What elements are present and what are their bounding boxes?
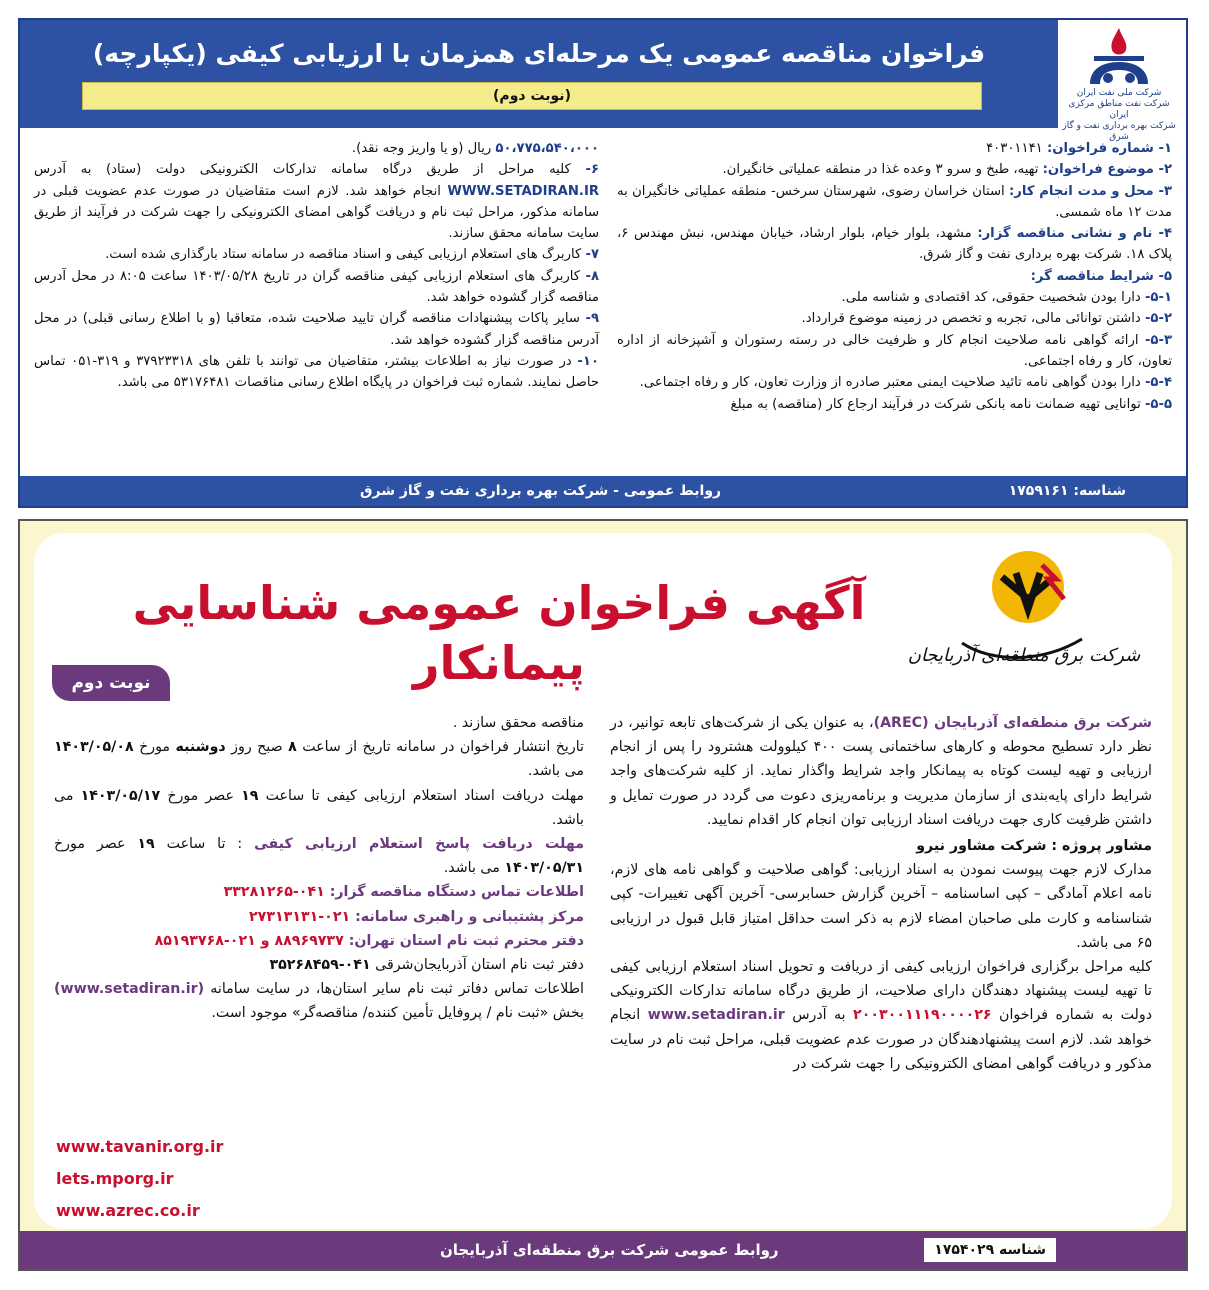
power-tower-logo-icon xyxy=(907,543,1141,693)
contact-line: دفتر محترم ثبت نام استان تهران: ۸۸۹۶۹۷۳۷ و ۰۲۱-۸۵۱۹۳۷۶۸ xyxy=(154,932,584,949)
notice-item: ۱۰- در صورت نیاز به اطلاعات بیشتر، متقاضیان می توانند با تلفن های ۳۷۹۲۳۳۱۸ و ۳۱۹-۰۵۱ تماس حاصل نمایند. شماره ثبت فراخوان در پایگاه اطلاع رسانی مناقصات ۵۳۱۷۶۴۸۱ می باشد. xyxy=(34,353,599,391)
notice-footer xyxy=(20,476,1186,506)
intro-paragraph: شرکت برق منطقه‌ای آذربایجان (AREC)، به عنوان یکی از شرکت‌های تابعه توانیر، در نظر دارد تسطیح محوطه و کارهای ساختمانی پست ۴۰۰ کیلوولت هشترود را پس از انجام ارزیابی و تهیه لیست کوتاه به پیمانکار واجد شرایط واگذار نماید. از کلیه شرکت‌های واجد شرایط دارای پایه‌بندی از سازمان مدیریت و برنامه‌ریزی دعوت می گردد در صورت تمایل و داشتن ظرفیت کاری جهت دریافت اسناد ارزیابی توان انجام کار اقدام نمایید. xyxy=(610,715,1152,828)
contractor-call-notice xyxy=(18,519,1188,1271)
notice-item: ۱- شماره فراخوان: ۴۰۳۰۱۱۴۱ xyxy=(986,141,1172,156)
public-relations-label: روابط عمومی شرکت برق منطقه‌ای آذربایجان xyxy=(440,1241,779,1259)
notice-item: ۴- نام و نشانی مناقصه گزار: مشهد، بلوار خیام، بلوار ارشاد، خیابان مهندس، نبش مهندس ۶، پلاک ۱۸. شرکت بهره برداری نفت و گاز شرق. xyxy=(617,226,1172,263)
text-line: مناقصه محقق سازند . xyxy=(452,715,584,731)
round-label: (نوبت دوم) xyxy=(82,82,982,110)
notice-item: ۶- کلیه مراحل از طریق درگاه سامانه تدارکات الکترونیکی دولت (ستاد) به آدرس WWW.SETADIRAN.IR انجام خواهد شد. لازم است متقاضیان در صورت عدم عضویت قبلی در سامانه مذکور، مراحل ثبت نام و دریافت گواهی امضای الکترونیکی را جهت شرکت در فرآیند از طریق سایت سامانه محقق سازند. xyxy=(34,162,599,242)
notice-right-column xyxy=(610,711,1152,1076)
setadiran-link[interactable]: (www.setadiran.ir) xyxy=(54,981,205,998)
round-badge: نوبت دوم xyxy=(52,665,170,701)
notice-left-column xyxy=(34,138,599,394)
notice-footer xyxy=(20,1231,1186,1269)
logo-caption: شرکت نفت مناطق مرکزی ایران xyxy=(1068,99,1170,120)
project-consultant: مشاور پروژه : شرکت مشاور نیرو xyxy=(916,838,1152,855)
documents-deadline-line: مهلت دریافت اسناد استعلام ارزیابی کیفی تا ساعت ۱۹ عصر مورخ ۱۴۰۳/۰۵/۱۷ می باشد. xyxy=(54,787,584,828)
notice-title: فراخوان مناقصه عمومی یک مرحله‌ای همزمان با ارزیابی کیفی (یکپارچه) xyxy=(92,39,986,68)
notice-item: ۷- کاربرگ های استعلام ارزیابی کیفی و اسناد مناقصه در سامانه ستاد بارگذاری شده است. xyxy=(105,247,599,263)
mporg-link[interactable]: lets.mporg.ir xyxy=(56,1169,174,1188)
flame-logo-icon xyxy=(1084,26,1154,88)
tavanir-link[interactable]: www.tavanir.org.ir xyxy=(56,1137,224,1156)
notice-item: ۵-۲- داشتن توانائی مالی، تجربه و تخصص در زمینه موضوع قرارداد. xyxy=(801,311,1172,327)
contact-line: اطلاعات تماس دستگاه مناقصه گزار: ۰۴۱-۳۳۲۸۱۲۶۵ xyxy=(223,884,584,901)
notice-item: ۹- سایر پاکات پیشنهادات مناقصه گران تایید صلاحیت شده، متعاقبا (و با اطلاع رسانی قبلی) در محل آدرس مناقصه گزار گشوده خواهد شد. xyxy=(34,311,599,348)
public-relations-label: روابط عمومی - شرکت بهره برداری نفت و گاز شرق xyxy=(360,483,722,499)
electric-company-logo xyxy=(907,543,1141,693)
tender-notice-oil-gas xyxy=(18,18,1188,508)
notice-item: ۵-۵- توانایی تهیه ضمانت نامه بانکی شرکت در فرآیند ارجاع کار (مناقصه) به مبلغ xyxy=(730,396,1172,412)
contact-line: مرکز پشتیبانی و راهبری سامانه: ۰۲۱-۲۷۳۱۳۱۳۱ xyxy=(249,908,584,925)
other-provinces-line: اطلاعات تماس دفاتر ثبت نام سایر استان‌ها، در سایت سامانه (www.setadiran.ir) بخش «ثبت نام / پروفایل تأمین کننده/ مناقصه‌گر» موجود است. xyxy=(54,981,584,1022)
setadiran-link[interactable]: WWW.SETADIRAN.IR xyxy=(447,183,599,199)
notice-body xyxy=(34,533,1172,1229)
notice-left-column xyxy=(54,711,584,1026)
serial-id: شناسه ۱۷۵۴۰۲۹ xyxy=(924,1238,1056,1262)
notice-item: ۵-۴- دارا بودن گواهی نامه تائید صلاحیت ایمنی معتبر صادره از وزارت تعاون، کار و رفاه اجتماعی. xyxy=(639,375,1172,391)
notice-item: ۵-۳- ارائه گواهی نامه صلاحیت انجام کار و ظرفیت خالی در رسته رستوران و آشپزخانه از اداره تعاون، کار و رفاه اجتماعی. xyxy=(617,332,1172,369)
setadiran-link[interactable]: www.setadiran.ir xyxy=(647,1007,785,1024)
notice-item: ۲- موضوع فراخوان: تهیه، طبخ و سرو ۳ وعده غذا در منطقه عملیاتی خانگیران. xyxy=(722,162,1172,178)
website-links xyxy=(56,1131,223,1227)
notice-item: ۵- شرایط مناقصه گر: xyxy=(1030,268,1172,284)
serial-id: شناسه: ۱۷۵۹۱۶۱ xyxy=(1008,483,1126,499)
notice-item: ۸- کاربرگ های استعلام ارزیابی کیفی مناقصه گران در تاریخ ۱۴۰۳/۰۵/۲۸ ساعت ۸:۰۵ در محل آدرس مناقصه گزار گشوده خواهد شد. xyxy=(34,268,599,306)
oil-company-logo xyxy=(1060,26,1178,142)
notice-right-column xyxy=(617,138,1172,415)
guarantee-amount: ۵۰،۷۷۵،۵۴۰،۰۰۰ ریال (و یا واریز وجه نقد). xyxy=(351,141,599,156)
documents-paragraph: مدارک لازم جهت پیوست نمودن به اسناد ارزیابی: گواهی صلاحیت و گواهی نامه های لازم، نامه اعلام آمادگی – کپی اساسنامه – آخرین گزارش حسابرسی- آخرین آگهی تغییرات- کپی شناسنامه و کارت ملی صاحبان امضاء لازم به ذکر است حداقل امتیاز قابل قبول در ارزیابی ۶۵ می باشد. xyxy=(610,862,1152,951)
publish-date-line: تاریخ انتشار فراخوان در سامانه تاریخ از ساعت ۸ صبح روز دوشنبه مورخ ۱۴۰۳/۰۵/۰۸ می باشد. xyxy=(54,739,584,780)
logo-caption: شرکت بهره برداری نفت و گاز شرق xyxy=(1062,121,1176,142)
notice-title: آگهی فراخوان عمومی شناسایی پیمانکار xyxy=(132,576,866,690)
contact-line: دفتر ثبت نام استان آذربایجان‌شرقی ۰۴۱-۳۵۲۶۸۴۵۹ xyxy=(269,957,584,974)
notice-item: ۵-۱- دارا بودن شخصیت حقوقی، کد اقتصادی و شناسه ملی. xyxy=(841,290,1172,306)
response-deadline-line: مهلت دریافت پاسخ استعلام ارزیابی کیفی : تا ساعت ۱۹ عصر مورخ ۱۴۰۳/۰۵/۳۱ می باشد. xyxy=(54,836,584,877)
svg-text:شرکت برق منطقه‌ای آذربایجان: شرکت برق منطقه‌ای آذربایجان xyxy=(907,645,1141,666)
notice-item: ۳- محل و مدت انجام کار: استان خراسان رضوی، شهرستان سرخس- منطقه عملیاتی خانگیران به مدت ۱۲ ماه شمسی. xyxy=(617,183,1172,220)
logo-caption: شرکت ملی نفت ایران xyxy=(1076,88,1162,98)
notice-header-band xyxy=(20,20,1058,128)
azrec-link[interactable]: www.azrec.co.ir xyxy=(56,1201,200,1220)
process-paragraph: کلیه مراحل برگزاری فراخوان ارزیابی کیفی از دریافت و تحویل اسناد استعلام ارزیابی کیفی تا تهیه لیست پیشنهاد دهندگان دارای صلاحیت، از طریق درگاه سامانه تدارکات الکترونیکی دولت به شماره فراخوان ۲۰۰۳۰۰۱۱۱۹۰۰۰۰۲۶ به آدرس www.setadiran.ir انجام خواهد شد. لازم است پیشنهادهندگان در صورت عدم عضویت قبلی، مراحل ثبت نام در سایت مذکور و دریافت گواهی امضای الکترونیکی را جهت شرکت در xyxy=(610,959,1153,1072)
